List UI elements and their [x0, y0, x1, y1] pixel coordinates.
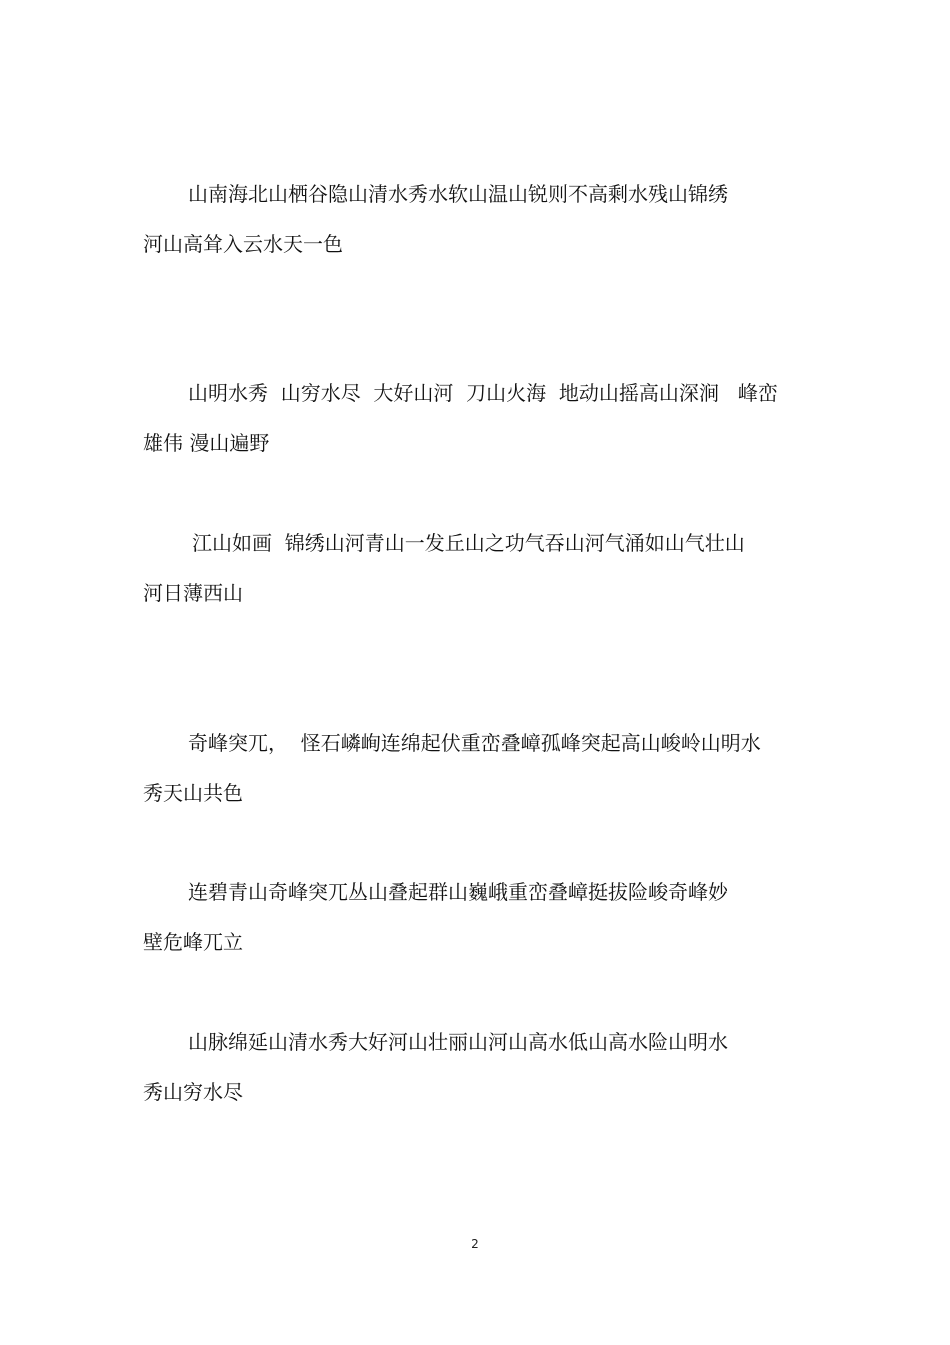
paragraph-3-line-1: 江山如画 锦绣山河青山一发丘山之功气吞山河气涌如山气壮山	[192, 531, 745, 555]
paragraph-6-line-1: 山脉绵延山清水秀大好河山壮丽山河山高水低山高水险山明水	[188, 1030, 728, 1054]
paragraph-2-line-1: 山明水秀 山穷水尽 大好山河 刀山火海 地动山摇高山深涧 峰峦	[188, 381, 778, 405]
paragraph-5-line-2: 壁危峰兀立	[143, 930, 243, 954]
paragraph-6-line-2: 秀山穷水尽	[143, 1080, 243, 1104]
paragraph-5-line-1: 连碧青山奇峰突兀丛山叠起群山巍峨重峦叠嶂挺拔险峻奇峰妙	[188, 880, 728, 904]
paragraph-4-line-2: 秀天山共色	[143, 781, 243, 805]
paragraph-4-line-1: 奇峰突兀， 怪石嶙峋连绵起伏重峦叠嶂孤峰突起高山峻岭山明水	[188, 731, 761, 755]
paragraph-3-line-2: 河日薄西山	[143, 581, 243, 605]
page-number: 2	[471, 1237, 479, 1251]
paragraph-1-line-1: 山南海北山栖谷隐山清水秀水软山温山锐则不高剩水残山锦绣	[188, 182, 728, 206]
paragraph-2-line-2: 雄伟 漫山遍野	[143, 431, 270, 455]
paragraph-1-line-2: 河山高耸入云水天一色	[143, 232, 343, 256]
